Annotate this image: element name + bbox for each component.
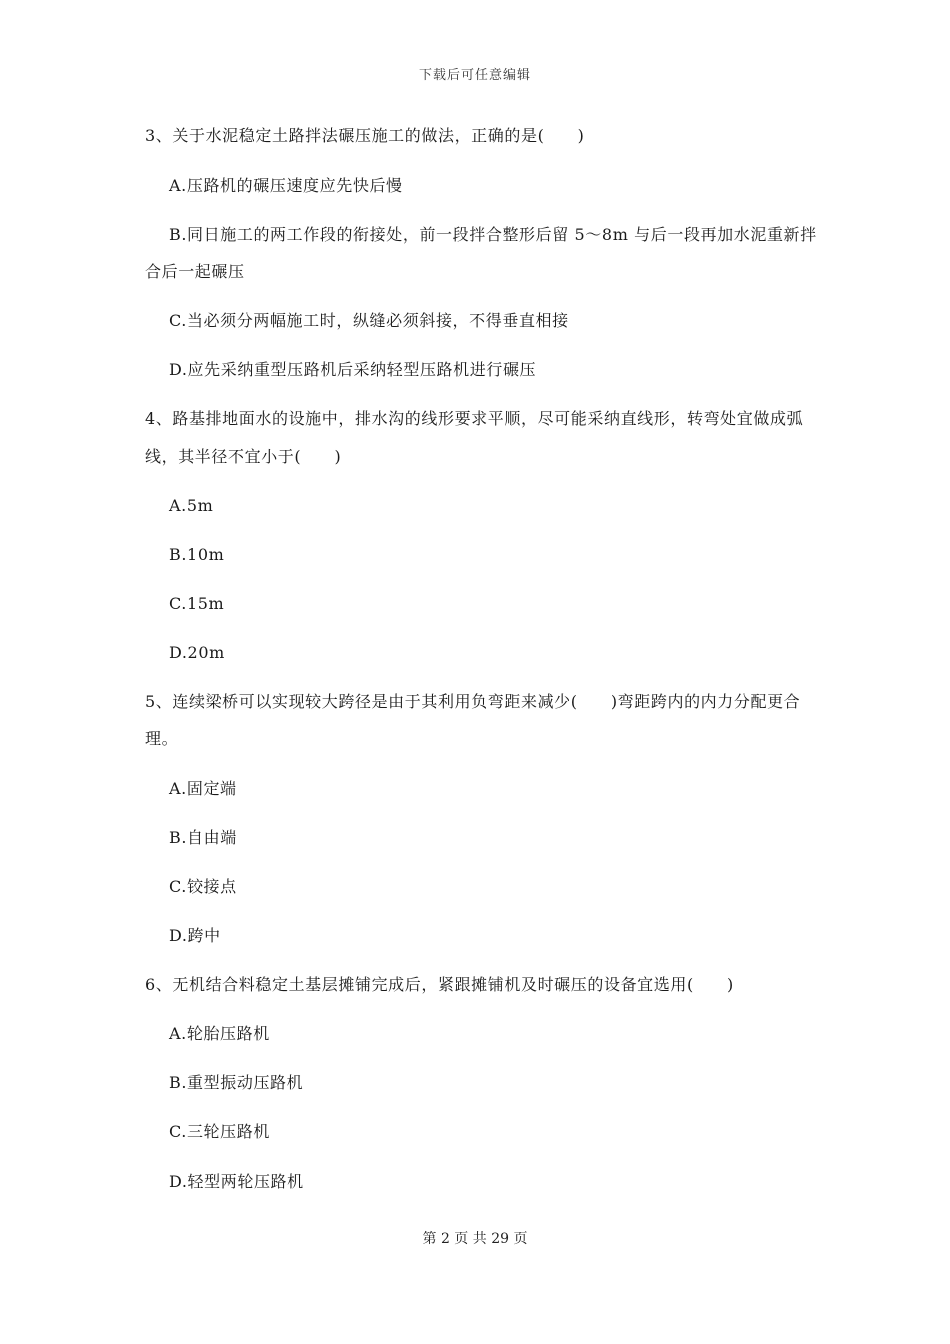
question-3-option-d: D.应先采纳重型压路机后采纳轻型压路机进行碾压 (169, 360, 537, 379)
question-6-option-a: A.轮胎压路机 (169, 1024, 270, 1043)
question-3-option-b-line-2: 合后一起碾压 (145, 262, 245, 281)
page-footer: 第 2 页 共 29 页 (422, 1231, 528, 1247)
question-3-stem-line-1: 3、关于水泥稳定土路拌法碾压施工的做法，正确的是( ) (145, 126, 585, 145)
question-5-option-d: D.跨中 (169, 926, 221, 945)
question-5-option-c: C.铰接点 (169, 877, 237, 896)
question-3-option-a: A.压路机的碾压速度应先快后慢 (169, 176, 403, 195)
question-4-option-b: B.10m (169, 545, 225, 564)
question-3-option-c: C.当必须分两幅施工时，纵缝必须斜接，不得垂直相接 (169, 311, 569, 330)
question-5-stem-line-1: 5、连续梁桥可以实现较大跨径是由于其利用负弯距来减少( )弯距跨内的内力分配更合 (145, 692, 801, 711)
question-4-stem-line-2: 线，其半径不宜小于( ) (145, 447, 342, 466)
question-5-option-a: A.固定端 (169, 779, 237, 798)
question-5-stem-line-2: 理。 (145, 729, 179, 748)
question-4-option-d: D.20m (169, 643, 225, 662)
question-6-stem-line-1: 6、无机结合料稳定土基层摊铺完成后，紧跟摊铺机及时碾压的设备宜选用( ) (145, 975, 734, 994)
page-header: 下载后可任意编辑 (418, 68, 531, 83)
question-4-option-a: A.5m (169, 496, 214, 515)
question-6-option-c: C.三轮压路机 (169, 1122, 270, 1141)
question-6-option-b: B.重型振动压路机 (169, 1073, 304, 1092)
question-4-option-c: C.15m (169, 594, 225, 613)
question-6-option-d: D.轻型两轮压路机 (169, 1172, 304, 1191)
question-5-option-b: B.自由端 (169, 828, 237, 847)
question-3-option-b-line-1: B.同日施工的两工作段的衔接处，前一段拌合整形后留 5～8m 与后一段再加水泥重新拌 (169, 225, 817, 244)
question-4-stem-line-1: 4、路基排地面水的设施中，排水沟的线形要求平顺，尽可能采纳直线形，转弯处宜做成弧 (145, 409, 804, 428)
